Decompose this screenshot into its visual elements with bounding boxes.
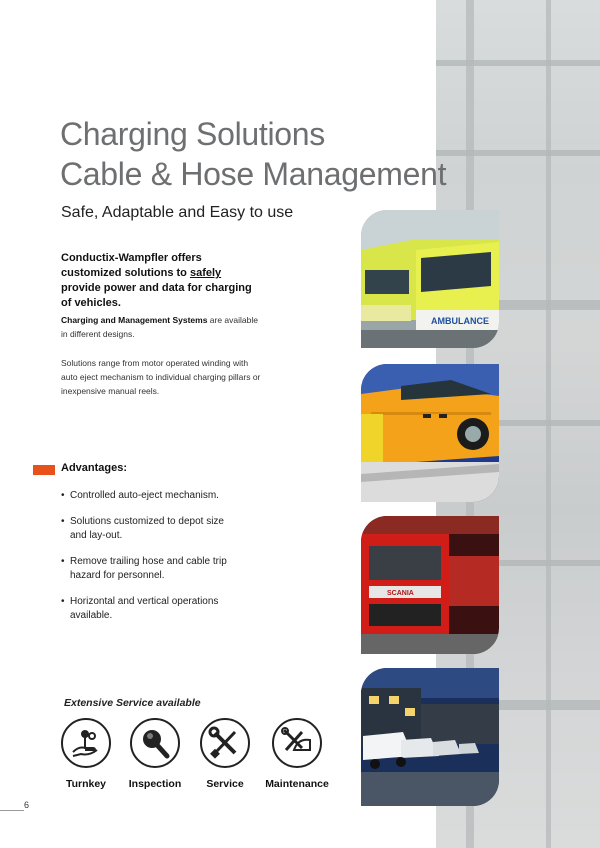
list-item: • Horizontal and vertical operations available. xyxy=(61,596,219,621)
service-service xyxy=(187,718,263,790)
intro-text-after: provide power and data for charging of vehicles. xyxy=(61,282,252,309)
service-maintenance xyxy=(259,718,335,790)
advantages-title: Advantages: xyxy=(61,462,128,474)
page-number: 6 xyxy=(24,800,30,810)
systems-paragraph xyxy=(61,313,261,341)
list-item: • Remove trailing hose and cable trip hazard for personnel. xyxy=(61,556,227,581)
fire-truck-photo xyxy=(361,516,499,654)
service-label: Service xyxy=(206,778,244,790)
hand-keys-icon xyxy=(61,718,111,768)
advantage-text: Controlled auto-eject mechanism. xyxy=(70,490,219,501)
ambulances-photo xyxy=(361,210,499,348)
service-title: Extensive Service available xyxy=(64,697,201,709)
advantage-text: Horizontal and vertical operations available. xyxy=(70,596,219,621)
wrench-screwdriver-icon xyxy=(200,718,250,768)
subtitle: Safe, Adaptable and Easy to use xyxy=(61,204,294,221)
service-label: Inspection xyxy=(128,778,182,790)
list-item: • Solutions customized to depot size and lay-out. xyxy=(61,516,224,541)
page-number-rule xyxy=(0,810,24,811)
title-line-2: Cable & Hose Management xyxy=(60,156,447,192)
service-turnkey xyxy=(48,718,124,790)
truck-lettering: SCANIA xyxy=(387,590,414,597)
advantage-text: Solutions customized to depot size and lay-out. xyxy=(70,516,224,541)
advantages-list xyxy=(61,489,261,635)
systems-rest-text: are available in different designs. xyxy=(61,315,258,339)
taxi-photo xyxy=(361,364,499,502)
magnifier-icon xyxy=(130,718,180,768)
list-item: • Controlled auto-eject mechanism. xyxy=(61,490,219,501)
solutions-paragraph: Solutions range from motor operated winding with auto eject mechanism to individual charging pillars or inexpensive manual reels. xyxy=(61,358,261,396)
service-inspection xyxy=(117,718,193,790)
intro-text-before: Conductix-Wampfler offers customized solutions to xyxy=(61,252,202,279)
title-line-1: Charging Solutions xyxy=(60,116,325,152)
intro-underlined-word: safely xyxy=(189,267,222,279)
service-label: Maintenance xyxy=(265,778,329,790)
advantage-text: Remove trailing hose and cable trip hazard for personnel. xyxy=(70,556,227,581)
vans-depot-photo xyxy=(361,668,499,806)
page-title xyxy=(60,114,446,194)
systems-bold-text: Charging and Management Systems xyxy=(61,315,208,325)
advantages-accent-bar xyxy=(33,465,55,475)
tools-helmet-icon xyxy=(272,718,322,768)
service-label: Turnkey xyxy=(65,778,107,790)
ambulance-lettering: AMBULANCE xyxy=(431,316,489,326)
intro-paragraph xyxy=(61,251,261,311)
